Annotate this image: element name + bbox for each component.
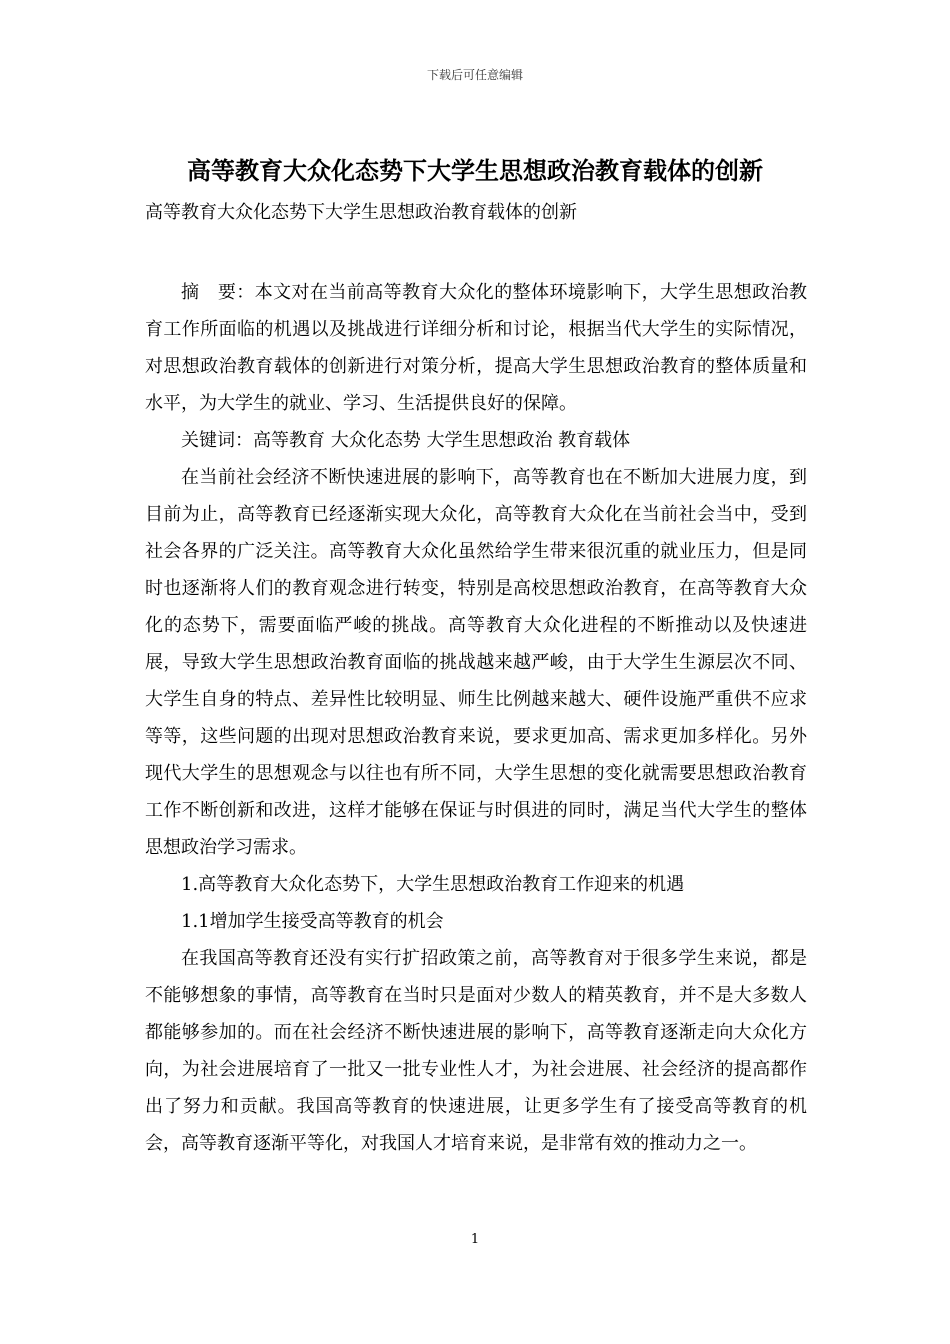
keywords-line: 关键词：高等教育 大众化态势 大学生思想政治 教育载体 — [181, 430, 631, 451]
document-body — [145, 198, 807, 1162]
body-paragraph: 在我国高等教育还没有实行扩招政策之前，高等教育对于很多学生来说，都是不能够想象的事情，高等教育在当时只是面对少数人的精英教育，并不是大多数人都能够参加的。而在社会经济不断快速进展的影响下，高等教育逐渐走向大众化方向，为社会进展培育了一批又一批专业性人才，为社会进展、社会经济的提高都作出了努力和贡献。我国高等教育的快速进展，让更多学生有了接受高等教育的机会，高等教育逐渐平等化，对我国人才培育来说，是非常有效的推动力之一。 — [145, 948, 807, 1154]
subsection-heading: 1.1增加学生接受高等教育的机会 — [181, 911, 444, 932]
body-paragraph: 在当前社会经济不断快速进展的影响下，高等教育也在不断加大进展力度，到目前为止，高等教育已经逐渐实现大众化，高等教育大众化在当前社会当中，受到社会各界的广泛关注。高等教育大众化虽然给学生带来很沉重的就业压力，但是同时也逐渐将人们的教育观念进行转变，特别是高校思想政治教育，在高等教育大众化的态势下，需要面临严峻的挑战。高等教育大众化进程的不断推动以及快速进展，导致大学生思想政治教育面临的挑战越来越严峻，由于大学生生源层次不同、大学生自身的特点、差异性比较明显、师生比例越来越大、硬件设施严重供不应求等等，这些问题的出现对思想政治教育来说，要求更加高、需求更加多样化。另外现代大学生的思想观念与以往也有所不同，大学生思想的变化就需要思想政治教育工作不断创新和改进，这样才能够在保证与时俱进的同时，满足当代大学生的整体思想政治学习需求。 — [145, 467, 807, 858]
abstract-paragraph: 摘 要：本文对在当前高等教育大众化的整体环境影响下，大学生思想政治教育工作所面临的机遇以及挑战进行详细分析和讨论，根据当代大学生的实际情况，对思想政治教育载体的创新进行对策分析，提高大学生思想政治教育的整体质量和水平，为大学生的就业、学习、生活提供良好的保障。 — [145, 282, 807, 414]
document-title: 高等教育大众化态势下大学生思想政治教育载体的创新 — [187, 156, 763, 185]
spacer — [145, 228, 807, 274]
section-heading: 1.高等教育大众化态势下，大学生思想政治教育工作迎来的机遇 — [181, 874, 685, 895]
header-note: 下载后可任意编辑 — [426, 68, 523, 82]
document-subtitle: 高等教育大众化态势下大学生思想政治教育载体的创新 — [145, 202, 577, 223]
page-number: 1 — [470, 1232, 480, 1247]
